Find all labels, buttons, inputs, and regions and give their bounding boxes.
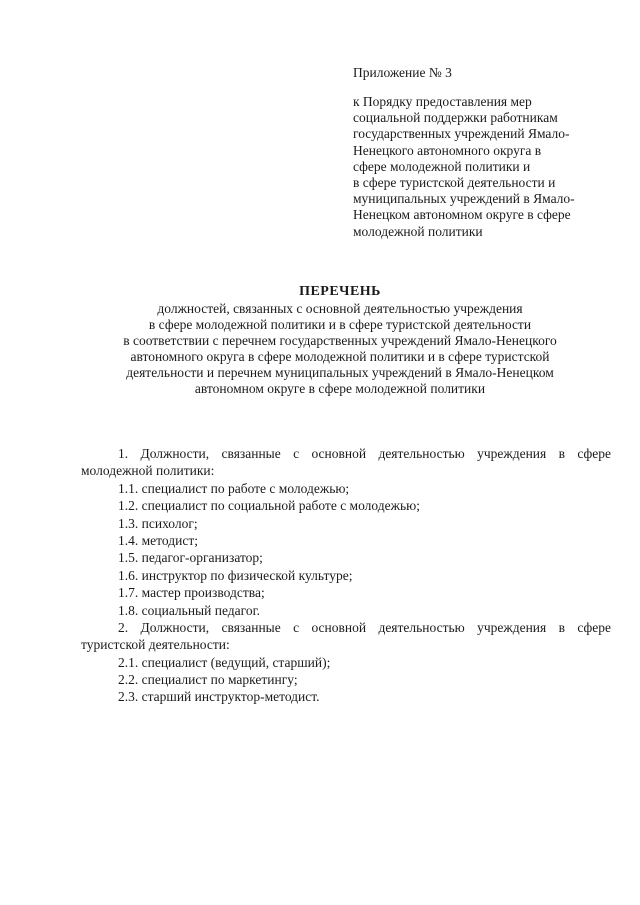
- heading-subtitle-line: в сфере молодежной политики и в сфере туристской деятельности: [148, 317, 532, 332]
- appendix-line: муниципальных учреждений в Ямало-: [353, 191, 575, 207]
- list-item: 1.5. педагог-организатор;: [118, 550, 263, 566]
- appendix-line: социальной поддержки работникам: [353, 110, 558, 126]
- list-item: 1.6. инструктор по физической культуре;: [118, 567, 353, 583]
- list-item: 2.3. старший инструктор-методист.: [118, 689, 320, 705]
- appendix-line: в сфере туристской деятельности и: [353, 175, 556, 191]
- appendix-line: государственных учреждений Ямало-: [353, 126, 570, 142]
- list-item: 1.1. специалист по работе с молодежью;: [118, 480, 350, 496]
- heading-title: ПЕРЕЧЕНЬ: [299, 284, 381, 299]
- list-item: 1.2. специалист по социальной работе с молодежью;: [118, 498, 420, 514]
- heading-subtitle-line: должностей, связанных с основной деятельностью учреждения: [157, 301, 523, 316]
- appendix-line: сфере молодежной политики и: [353, 158, 531, 174]
- heading-subtitle-line: деятельности и перечнем муниципальных учреждений в Ямало-Ненецком: [126, 365, 554, 380]
- list-item: 1.3. психолог;: [118, 515, 198, 531]
- appendix-block: [353, 64, 623, 240]
- section-2-heading: 2. Должности, связанные с основной деятельностью учреждения в сфере: [118, 619, 611, 635]
- appendix-line: к Порядку предоставления мер: [353, 94, 532, 109]
- list-item: 2.2. специалист по маркетингу;: [118, 672, 298, 688]
- heading-subtitle-line: автономного округа в сфере молодежной политики и в сфере туристской: [130, 349, 550, 364]
- section-1-heading-continuation: молодежной политики:: [81, 463, 215, 479]
- document-heading: [60, 283, 620, 397]
- appendix-line: Ненецкого автономного округа в: [353, 142, 542, 158]
- list-item: 1.8. социальный педагог.: [118, 602, 260, 618]
- heading-subtitle-line: автономном округе в сфере молодежной политики: [194, 381, 486, 396]
- section-1-heading: 1. Должности, связанные с основной деятельностью учреждения в сфере: [118, 446, 611, 461]
- list-item: 2.1. специалист (ведущий, старший);: [118, 654, 331, 670]
- appendix-title: Приложение № 3: [353, 65, 452, 80]
- appendix-line: молодежной политики: [353, 223, 483, 239]
- appendix-line: Ненецком автономном округе в сфере: [353, 207, 571, 223]
- heading-subtitle-line: в соответствии с перечнем государственных учреждений Ямало-Ненецкого: [123, 333, 557, 348]
- list-item: 1.7. мастер производства;: [118, 585, 265, 601]
- list-item: 1.4. методист;: [118, 532, 198, 548]
- document-body: [81, 445, 611, 706]
- section-2-heading-continuation: туристской деятельности:: [81, 637, 230, 653]
